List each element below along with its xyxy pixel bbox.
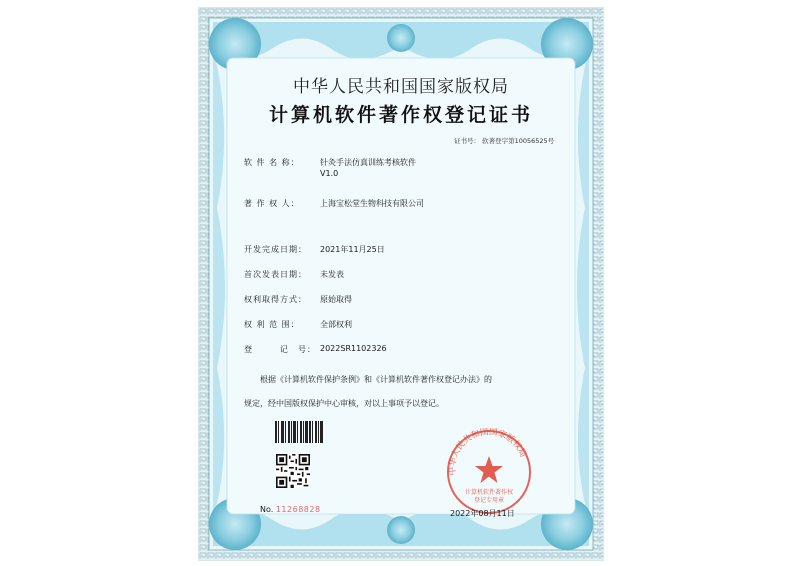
field-label-publish-date: 首次发表日期： xyxy=(244,270,307,279)
field-label-software-name: 软 件 名 称： xyxy=(244,158,300,167)
legal-paragraph-line2: 规定，经中国版权保护中心审核，对以上事项予以登记。 xyxy=(244,399,444,408)
field-value-copyright-owner: 上海宝松堂生物科技有限公司 xyxy=(320,199,424,208)
field-value-software-name: 针灸手法仿真训练考核软件 xyxy=(320,158,416,167)
seal-inner-text-1: 计算机软件著作权 xyxy=(464,489,514,496)
field-label-scope: 权 利 范 围： xyxy=(244,320,300,329)
official-seal-stamp xyxy=(445,428,533,516)
legal-paragraph-line1: 根据《计算机软件保护条例》和《计算机软件著作权登记办法》的 xyxy=(260,375,492,384)
field-value-acquisition: 原始取得 xyxy=(320,295,352,304)
certificate-title: 计算机软件著作权登记证书 xyxy=(268,104,533,126)
field-label-registration-number: 登 记 号： xyxy=(244,345,316,354)
barcode-icon xyxy=(275,421,325,443)
serial-number-value: 11268828 xyxy=(275,505,321,514)
field-label-acquisition: 权利取得方式： xyxy=(244,295,307,304)
seal-arc-text: 中华人民共和国国家版权局 xyxy=(447,428,528,476)
field-label-copyright-owner: 著 作 权 人： xyxy=(244,199,300,208)
field-value-version: V1.0 xyxy=(320,169,339,178)
seal-inner-text-2: 登记专用章 xyxy=(473,497,505,504)
field-value-completion-date: 2021年11月25日 xyxy=(320,245,385,254)
qr-code-icon xyxy=(276,454,310,488)
field-value-publish-date: 未发表 xyxy=(320,270,344,279)
issuer-title: 中华人民共和国国家版权局 xyxy=(293,77,509,97)
certificate xyxy=(199,8,603,560)
field-label-completion-date: 开发完成日期： xyxy=(244,245,307,254)
field-value-registration-number: 2022SR1102326 xyxy=(320,344,387,353)
field-value-scope: 全部权利 xyxy=(320,320,352,329)
issue-date: 2022年08月11日 xyxy=(450,509,515,518)
certificate-number: 证书号： 软著登字第10056525号 xyxy=(454,137,555,145)
serial-number xyxy=(260,505,321,514)
serial-number-label: No. xyxy=(260,505,274,514)
